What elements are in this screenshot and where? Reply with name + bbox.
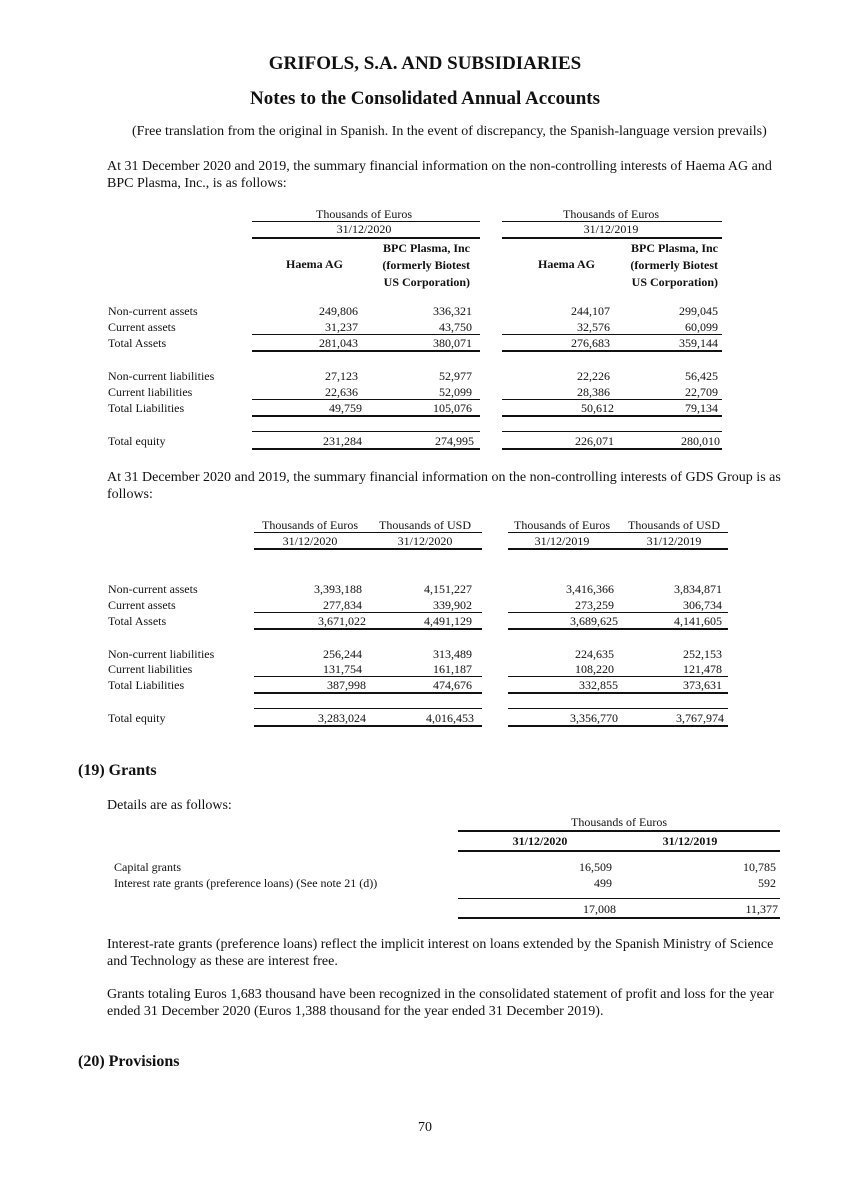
header-eur-2019: Thousands of Euros (514, 518, 610, 532)
header-eur-2020: Thousands of Euros (262, 518, 358, 532)
section-heading-provisions: (20) Provisions (78, 1053, 180, 1070)
header-usd-2019: Thousands of USD (628, 518, 720, 532)
company-title: GRIFOLS, S.A. AND SUBSIDIARIES (268, 53, 582, 74)
page-number: 70 (418, 1120, 432, 1135)
grants-paragraph-2: Grants totaling Euros 1,683 thousand have been recognized in the consolidated statement of profit and loss for the year ended 31 December 2020 (Euros 1,388 thousand for the year ended 31 December 2019). (107, 987, 774, 1019)
group-header-2019: Thousands of Euros (563, 207, 659, 221)
gds-intro-paragraph: At 31 December 2020 and 2019, the summary financial information on the non-controlling interests of GDS Group is as follows: (107, 470, 781, 502)
col-header-bpc-2020: BPC Plasma, Inc (formerly Biotest US Corporation) (382, 241, 470, 289)
grants-group-header: Thousands of Euros (571, 815, 667, 829)
date-header-2019: 31/12/2019 (583, 222, 639, 236)
document-subtitle: Notes to the Consolidated Annual Accounts (250, 88, 600, 109)
group-header-2020: Thousands of Euros (316, 207, 412, 221)
col-header-haema-2019: Haema AG (538, 257, 595, 271)
grants-paragraph-1: Interest-rate grants (preference loans) reflect the implicit interest on loans extended by the Spanish Ministry of Science and Technology as these are interest free. (107, 937, 774, 969)
grants-intro: Details are as follows: (107, 798, 232, 813)
nci-intro-paragraph: At 31 December 2020 and 2019, the summary financial information on the non-controlling interests of Haema AG and BPC Plasma, Inc., is as follows: (107, 159, 772, 191)
translation-note: (Free translation from the original in Spanish. In the event of discrepancy, the Spanish-language version prevails) (132, 124, 767, 139)
col-header-haema-2020: Haema AG (286, 257, 343, 271)
section-heading-grants: (19) Grants (78, 762, 157, 779)
col-header-bpc-2019: BPC Plasma, Inc (formerly Biotest US Corporation) (630, 241, 718, 289)
header-usd-2020: Thousands of USD (379, 518, 471, 532)
date-header-2020: 31/12/2020 (336, 222, 392, 236)
